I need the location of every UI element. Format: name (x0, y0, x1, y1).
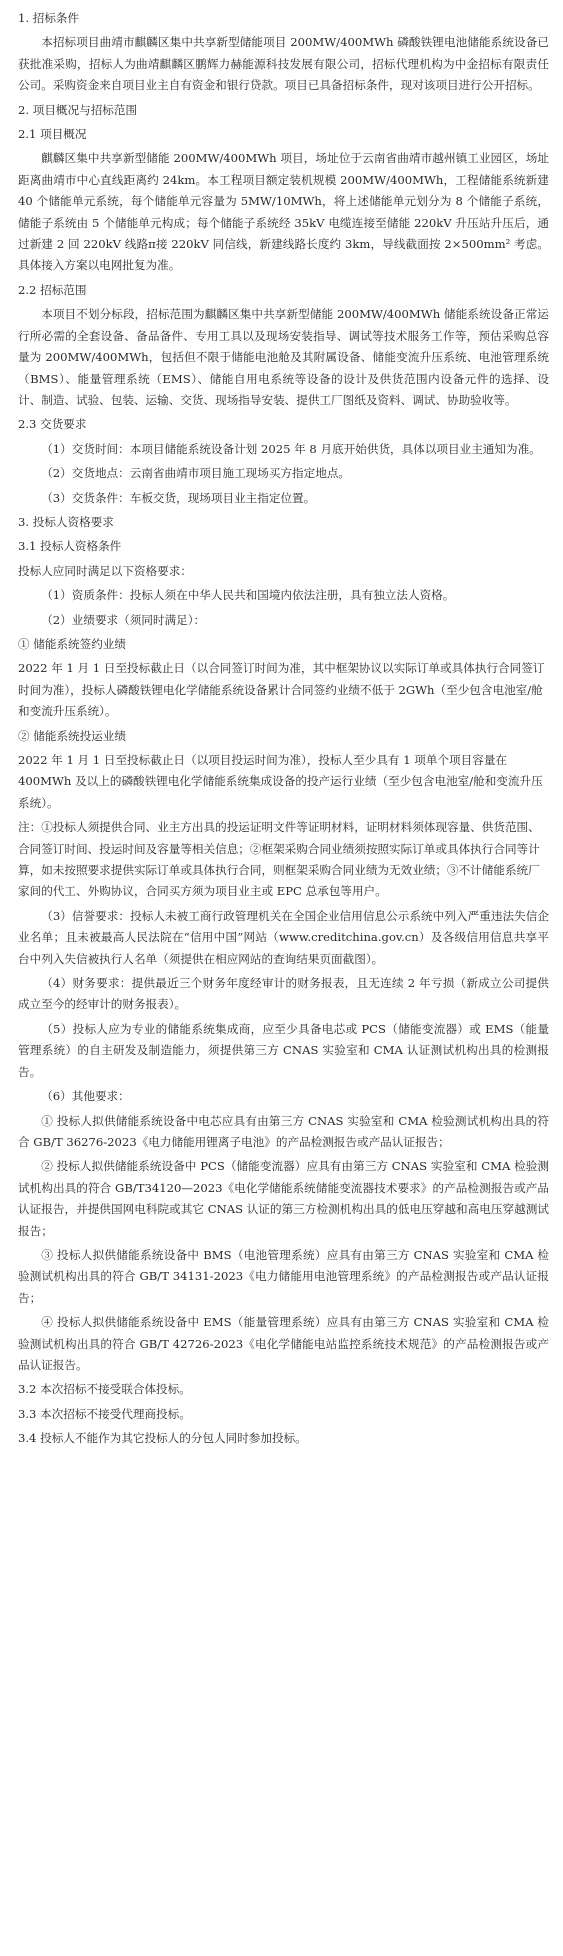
section-heading: 2.2 招标范围 (18, 282, 87, 297)
section-heading: 投标人应同时满足以下资格要求： (18, 563, 192, 578)
body-paragraph: （2）业绩要求（须同时满足）： (41, 612, 206, 627)
section-heading: ① 储能系统签约业绩 (18, 636, 127, 651)
section-heading: 3.4 投标人不能作为其它投标人的分包人同时参加投标。 (18, 1431, 307, 1446)
announcement-body (18, 8, 549, 1450)
section-heading: 2.1 项目概况 (18, 127, 87, 142)
section-heading: 3.3 本次招标不接受代理商投标。 (18, 1406, 191, 1421)
body-paragraph: （1）资质条件：投标人须在中华人民共和国境内依法注册，具有独立法人资格。 (41, 588, 455, 603)
body-paragraph: 麒麟区集中共享新型储能 200MW/400MWh 项目，场址位于云南省曲靖市越州镇工业园区，场址距离曲靖市中心直线距离约 24km。本工程项目额定装机规模 200MW/400MWh，工程储能系统新建 40 个储能单元系统，每个储能单元容量为 5MW/10MWh，将上述储能单元划分为 8 个储能子系统，储能子系统由 5 个储能单元构成；每个储能子系统经 35kV 电缆连接至储能 220kV 升压站升压后，通过新建 2 回 220kV 线路π接 220kV 同信线，新建线路长度约 3km，导线截面按 2×500mm² 考虑。具体接入方案以电网批复为准。 (18, 151, 549, 273)
section-heading: 2022 年 1 月 1 日至投标截止日（以项目投运时间为准），投标人至少具有 1 项单个项目容量在 400MWh 及以上的磷酸铁锂电化学储能系统集成设备的投产运行业绩（至少包含电池室/舱和变流升压系统）。 (18, 753, 543, 810)
body-paragraph: ② 投标人拟供储能系统设备中 PCS（储能变流器）应具有由第三方 CNAS 实验室和 CMA 检验测试机构出具的符合 GB/T34120—2023《电化学储能系统储能变流器技术要求》的产品检测报告或产品认证报告，并提供国网电科院或其它 CNAS 认证的第三方检测机构出具的低电压穿越和高电压穿越测试报告； (18, 1159, 549, 1238)
body-paragraph: 本招标项目曲靖市麒麟区集中共享新型储能项目 200MW/400MWh 磷酸铁锂电池储能系统设备已获批准采购，招标人为曲靖麒麟区鹏辉力赫能源科技发展有限公司，招标代理机构为中金招标有限责任公司。采购资金来自项目业主自有资金和银行贷款。项目已具备招标条件，现对该项目进行公开招标。 (18, 35, 549, 93)
body-paragraph: ③ 投标人拟供储能系统设备中 BMS（电池管理系统）应具有由第三方 CNAS 实验室和 CMA 检验测试机构出具的符合 GB/T 34131-2023《电力储能用电池管理系统》的产品检测报告或产品认证报告； (18, 1247, 549, 1305)
section-heading: 3.2 本次招标不接受联合体投标。 (18, 1382, 191, 1397)
body-paragraph: （3）交货条件：车板交货，现场项目业主指定位置。 (41, 490, 316, 505)
section-heading: 注：①投标人须提供合同、业主方出具的投运证明文件等证明材料，证明材料须体现容量、供货范围、合同签订时间、投运时间及容量等相关信息；②框架采购合同业绩须按照实际订单或具体执行合同等计算，如未按照要求提供实际订单或具体执行合同，则框架采购合同业绩为无效业绩；③不计储能系统厂家间的代工、外购协议，合同买方须为项目业主或 EPC 总承包等用户。 (18, 820, 540, 899)
body-paragraph: （6）其他要求： (41, 1089, 130, 1104)
section-heading: 2.3 交货要求 (18, 417, 87, 432)
section-heading: 3.1 投标人资格条件 (18, 539, 122, 554)
body-paragraph: ① 投标人拟供储能系统设备中电芯应具有由第三方 CNAS 实验室和 CMA 检验测试机构出具的符合 GB/T 36276-2023《电力储能用锂离子电池》的产品检测报告或产品认证报告； (18, 1113, 549, 1149)
body-paragraph: （1）交货时间：本项目储能系统设备计划 2025 年 8 月底开始供货，具体以项目业主通知为准。 (41, 441, 541, 456)
section-heading: 1. 招标条件 (18, 11, 80, 25)
body-paragraph: ④ 投标人拟供储能系统设备中 EMS（能量管理系统）应具有由第三方 CNAS 实验室和 CMA 检验测试机构出具的符合 GB/T 42726-2023《电化学储能电站监控系统技术规范》的产品检测报告或产品认证报告。 (18, 1315, 549, 1372)
section-heading: 2. 项目概况与招标范围 (18, 102, 138, 117)
body-paragraph: （3）信誉要求：投标人未被工商行政管理机关在全国企业信用信息公示系统中列入严重违法失信企业名单；且未被最高人民法院在“信用中国”网站（www.creditchina.gov.cn）及各级信用信息共享平台中列入失信被执行人名单（须提供在相应网站的查询结果页面截图）。 (18, 908, 549, 966)
body-paragraph: （2）交货地点：云南省曲靖市项目施工现场买方指定地点。 (41, 466, 351, 481)
section-heading: 3. 投标人资格要求 (18, 514, 114, 529)
section-heading: 2022 年 1 月 1 日至投标截止日（以合同签订时间为准，其中框架协议以实际订单或具体执行合同签订时间为准），投标人磷酸铁锂电化学储能系统设备累计合同签约业绩不低于 2GWh（至少包含电池室/舱和变流升压系统）。 (18, 661, 545, 719)
body-paragraph: （4）财务要求：提供最近三个财务年度经审计的财务报表，且无连续 2 年亏损（新成立公司提供成立至今的经审计的财务报表）。 (18, 976, 549, 1012)
body-paragraph: 本项目不划分标段，招标范围为麒麟区集中共享新型储能 200MW/400MWh 储能系统设备正常运行所必需的全套设备、备品备件、专用工具以及现场安装指导、调试等技术服务工作等，预估采购总容量为 200MW/400MWh，包括但不限于储能电池舱及其附属设备、储能变流升压系统、电池管理系统（BMS）、能量管理系统（EMS）、储能自用电系统等设备的设计及供货范围内设备元件的选择、设计、制造、试验、包装、运输、交货、现场指导安装、提供工厂图纸及资料、调试、协助验收等。 (18, 307, 549, 407)
section-heading: ② 储能系统投运业绩 (18, 728, 127, 743)
body-paragraph: （5）投标人应为专业的储能系统集成商，应至少具备电芯或 PCS（储能变流器）或 EMS（能量管理系统）的自主研发及制造能力，须提供第三方 CNAS 实验室和 CMA 认证测试机构出具的检测报告。 (18, 1021, 549, 1079)
